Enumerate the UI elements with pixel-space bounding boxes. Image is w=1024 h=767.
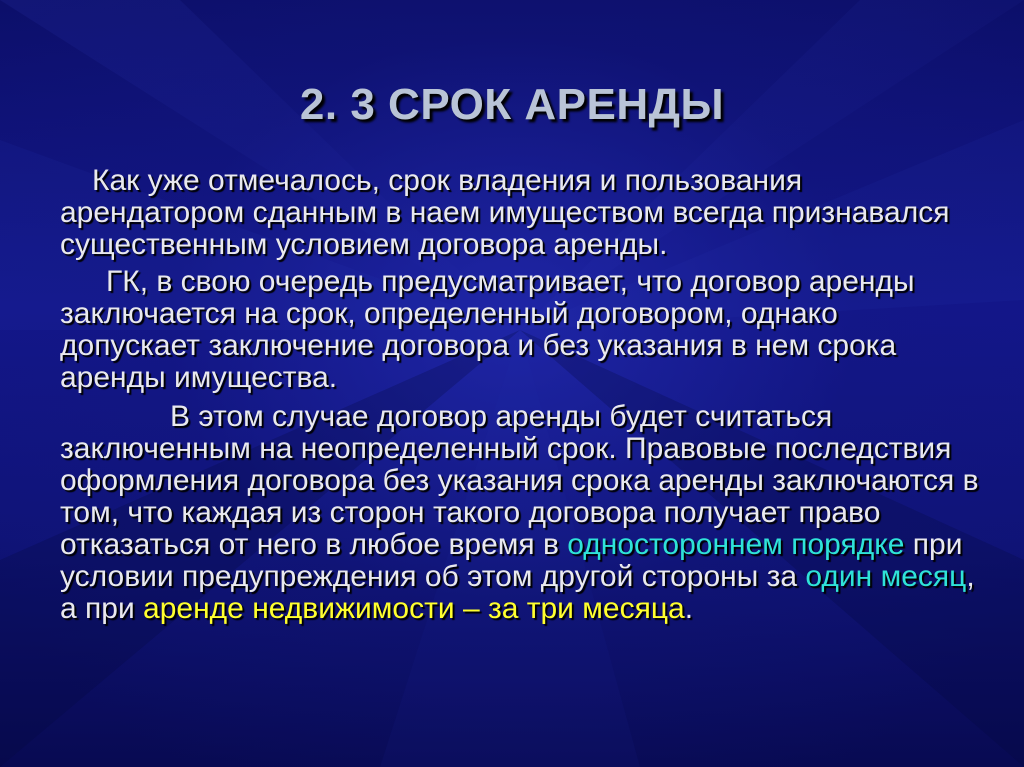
paragraph-3-text-3: , а при xyxy=(60,560,975,625)
slide-title: 2. 3 СРОК АРЕНДЫ xyxy=(299,80,725,129)
highlight-real-estate-three-months: аренде недвижимости – за три месяца xyxy=(143,592,685,625)
paragraph-3-text-1: В этом случае договор аренды будет считаться заключенным на неопределенный срок. Правовые последствия оформления договора без указания срока аренды заключаются в том, что каждая из сторон такого договора получает право отказаться от него в любое время в xyxy=(60,400,979,561)
paragraph-3-text-2: при условии предупреждения об этом другой стороны за xyxy=(60,528,963,593)
highlight-unilateral-order: одностороннем порядке xyxy=(567,528,905,561)
paragraph-3-text-4: . xyxy=(684,592,694,625)
highlight-one-month: один месяц xyxy=(805,560,967,593)
paragraph-2: ГК, в свою очередь предусматривает, что договор аренды заключается на срок, определенный договором, однако допускает заключение договора и без указания в нем срока аренды имущества. xyxy=(60,265,915,394)
paragraph-1: Как уже отмечалось, срок владения и пользования арендатором сданным в наем имуществом всегда признавался существенным условием договора аренды. xyxy=(60,164,950,261)
paragraph-3 xyxy=(60,401,980,625)
slide-body xyxy=(60,165,980,625)
